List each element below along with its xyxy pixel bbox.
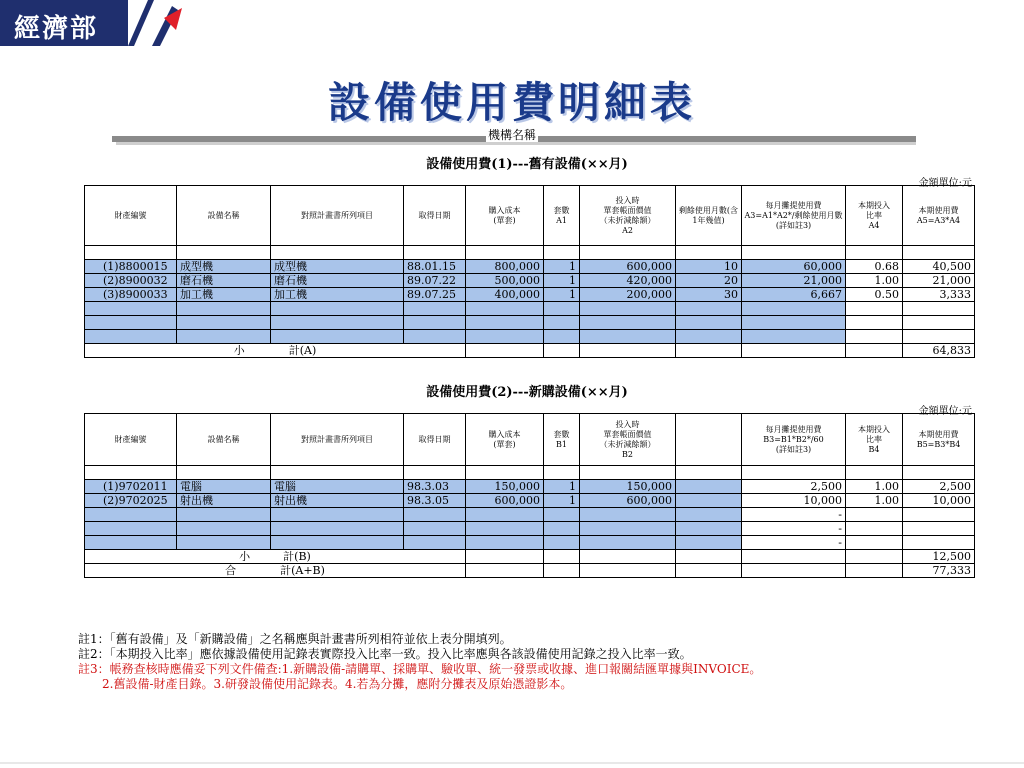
- table-cell: [580, 508, 676, 522]
- table-cell: [676, 316, 742, 330]
- total-label: 合 計(A+B): [85, 564, 466, 578]
- table-cell: 加工機: [177, 288, 271, 302]
- table-cell: [271, 316, 404, 330]
- col-header: 本期投入 比率 B4: [846, 414, 903, 466]
- table-cell: 0.50: [846, 288, 903, 302]
- col-header: 設備名稱: [177, 186, 271, 246]
- col-header: 每月攤提使用費 A3=A1*A2*/剩餘使用月數 (詳如註3): [742, 186, 846, 246]
- table-cell: [846, 316, 903, 330]
- table-cell: [676, 494, 742, 508]
- table-cell: [85, 508, 177, 522]
- table-cell: [846, 536, 903, 550]
- table-cell: [903, 316, 975, 330]
- table-cell: 成型機: [177, 260, 271, 274]
- table-cell: 1: [544, 480, 580, 494]
- table-cell: [271, 522, 404, 536]
- table-cell: 6,667: [742, 288, 846, 302]
- col-header: 套數 A1: [544, 186, 580, 246]
- table-cell: [271, 302, 404, 316]
- col-header: 本期投入 比率 A4: [846, 186, 903, 246]
- table-cell: 10: [676, 260, 742, 274]
- table-cell: (1)8800015: [85, 260, 177, 274]
- table-cell: 800,000: [466, 260, 544, 274]
- subtotal-value: 12,500: [903, 550, 975, 564]
- new-section-title: 設備使用費(2)---新購設備(××月): [426, 385, 628, 400]
- table-cell: [580, 330, 676, 344]
- table-header-row: [85, 186, 975, 246]
- table-cell: 1: [544, 260, 580, 274]
- table-cell: [177, 508, 271, 522]
- table-row: [85, 288, 975, 302]
- table-cell: [580, 302, 676, 316]
- table-row: [85, 494, 975, 508]
- table-cell: [466, 330, 544, 344]
- table-cell: [85, 330, 177, 344]
- table-cell: 30: [676, 288, 742, 302]
- table-cell: [676, 508, 742, 522]
- table-cell: 420,000: [580, 274, 676, 288]
- table-cell: [544, 316, 580, 330]
- table-cell: 0.68: [846, 260, 903, 274]
- col-header: 對照計畫書所列項目: [271, 414, 404, 466]
- new-unit-label: 金額單位:元: [918, 406, 972, 417]
- table-cell: [404, 302, 466, 316]
- table-cell: 加工機: [271, 288, 404, 302]
- table-row: [85, 536, 975, 550]
- table-cell: -: [742, 536, 846, 550]
- table-cell: [466, 508, 544, 522]
- table-cell: 60,000: [742, 260, 846, 274]
- col-header: 對照計畫書所列項目: [271, 186, 404, 246]
- spacer-row: [85, 466, 975, 480]
- notes: [78, 632, 761, 692]
- table-cell: 600,000: [580, 494, 676, 508]
- table-cell: [271, 330, 404, 344]
- table-cell: [85, 536, 177, 550]
- table-cell: [676, 330, 742, 344]
- table-cell: [544, 330, 580, 344]
- table-cell: [404, 536, 466, 550]
- table-row: [85, 330, 975, 344]
- col-header: 剩餘使用月數(含1年幾值): [676, 186, 742, 246]
- ministry-logo: [0, 0, 128, 46]
- table-row: [85, 302, 975, 316]
- table-row: [85, 316, 975, 330]
- org-label: 機構名稱: [487, 128, 536, 142]
- table-cell: [177, 522, 271, 536]
- table-cell: [846, 522, 903, 536]
- table-cell: 200,000: [580, 288, 676, 302]
- table-row: [85, 260, 975, 274]
- table-cell: [466, 302, 544, 316]
- table-cell: 電腦: [177, 480, 271, 494]
- table-cell: 600,000: [580, 260, 676, 274]
- table-cell: [404, 508, 466, 522]
- table-cell: [544, 522, 580, 536]
- table-cell: [85, 302, 177, 316]
- table-cell: [466, 316, 544, 330]
- table-cell: 1.00: [846, 274, 903, 288]
- table-cell: [846, 508, 903, 522]
- note-2: 註2：「本期投入比率」應依據設備使用記錄表實際投入比率一致。投入比率應與各該設備使用記錄之投入比率一致。: [78, 647, 692, 661]
- table-cell: [903, 508, 975, 522]
- table-cell: 1.00: [846, 480, 903, 494]
- table-cell: [846, 302, 903, 316]
- col-header: 投入時 單套帳面價值 （未折減餘額） B2: [580, 414, 676, 466]
- table-cell: [676, 302, 742, 316]
- table-cell: 磨石機: [271, 274, 404, 288]
- existing-section-title: 設備使用費(1)---舊有設備(××月): [426, 157, 628, 172]
- table-cell: [580, 316, 676, 330]
- table-cell: 10,000: [742, 494, 846, 508]
- table-cell: [544, 536, 580, 550]
- top-bar: [0, 0, 1024, 46]
- new-equipment-table: [84, 413, 975, 578]
- table-cell: [177, 536, 271, 550]
- subtotal-row: [85, 344, 975, 358]
- table-row: [85, 508, 975, 522]
- existing-equipment-table: [84, 185, 975, 358]
- table-row: [85, 522, 975, 536]
- col-header: 購入成本 (單套): [466, 414, 544, 466]
- table-cell: [903, 536, 975, 550]
- footer-line: [0, 762, 1024, 764]
- table-row: [85, 480, 975, 494]
- table-cell: 150,000: [466, 480, 544, 494]
- table-cell: -: [742, 522, 846, 536]
- table-cell: [177, 302, 271, 316]
- table-cell: [404, 316, 466, 330]
- table-cell: [544, 508, 580, 522]
- col-header: 購入成本 (單套): [466, 186, 544, 246]
- table-cell: [580, 536, 676, 550]
- table-cell: (2)9702025: [85, 494, 177, 508]
- table-cell: 400,000: [466, 288, 544, 302]
- table-cell: 98.3.03: [404, 480, 466, 494]
- table-cell: [580, 522, 676, 536]
- table-cell: 21,000: [903, 274, 975, 288]
- page-title: 設備使用費明細表: [327, 78, 696, 127]
- table-cell: [177, 330, 271, 344]
- total-row: [85, 564, 975, 578]
- table-header-row: [85, 414, 975, 466]
- col-header: 本期使用費 B5=B3*B4: [903, 414, 975, 466]
- table-cell: [404, 330, 466, 344]
- table-cell: 2,500: [903, 480, 975, 494]
- table-cell: 89.07.22: [404, 274, 466, 288]
- table-cell: 1.00: [846, 494, 903, 508]
- table-cell: (3)8900033: [85, 288, 177, 302]
- table-cell: [404, 522, 466, 536]
- col-header: 取得日期: [404, 414, 466, 466]
- table-cell: -: [742, 508, 846, 522]
- table-cell: 1: [544, 288, 580, 302]
- col-header: 套數 B1: [544, 414, 580, 466]
- note-1: 註1：「舊有設備」及「新購設備」之名稱應與計畫書所列相符並依上表分開填列。: [78, 632, 512, 646]
- table-cell: 500,000: [466, 274, 544, 288]
- table-cell: [903, 330, 975, 344]
- col-header: 每月攤提使用費 B3=B1*B2*/60 (詳如註3): [742, 414, 846, 466]
- table-cell: [271, 508, 404, 522]
- total-value: 77,333: [903, 564, 975, 578]
- subtotal-label: 小 計(B): [85, 550, 466, 564]
- table-cell: 150,000: [580, 480, 676, 494]
- table-cell: 89.07.25: [404, 288, 466, 302]
- table-cell: 射出機: [177, 494, 271, 508]
- table-cell: [85, 522, 177, 536]
- table-cell: 88.01.15: [404, 260, 466, 274]
- subtotal-label: 小 計(A): [85, 344, 466, 358]
- table-cell: [466, 522, 544, 536]
- table-cell: [177, 316, 271, 330]
- table-cell: [466, 536, 544, 550]
- table-cell: 2,500: [742, 480, 846, 494]
- col-header: 財產編號: [85, 414, 177, 466]
- col-header: 設備名稱: [177, 414, 271, 466]
- table-cell: 10,000: [903, 494, 975, 508]
- table-cell: [903, 522, 975, 536]
- col-header: 本期使用費 A5=A3*A4: [903, 186, 975, 246]
- table-cell: [676, 536, 742, 550]
- subtotal-row: [85, 550, 975, 564]
- existing-unit-label: 金額單位:元: [918, 178, 972, 189]
- table-cell: [742, 330, 846, 344]
- table-cell: 成型機: [271, 260, 404, 274]
- table-cell: [676, 522, 742, 536]
- spacer-row: [85, 246, 975, 260]
- table-cell: [742, 302, 846, 316]
- col-header: [676, 414, 742, 466]
- table-cell: (1)9702011: [85, 480, 177, 494]
- table-row: [85, 274, 975, 288]
- table-cell: [676, 480, 742, 494]
- note-3-continued: 2.舊設備-財產目錄。3.研發設備使用記錄表。4.若為分攤，應附分攤表及原始憑證影本。: [78, 677, 573, 691]
- table-cell: 電腦: [271, 480, 404, 494]
- table-cell: (2)8900032: [85, 274, 177, 288]
- col-header: 投入時 單套帳面價值 （未折減餘額） A2: [580, 186, 676, 246]
- ministry-emblem-icon: [126, 0, 186, 46]
- table-cell: 1: [544, 274, 580, 288]
- table-cell: 21,000: [742, 274, 846, 288]
- table-cell: 1: [544, 494, 580, 508]
- subtotal-value: 64,833: [903, 344, 975, 358]
- table-cell: 40,500: [903, 260, 975, 274]
- table-cell: [903, 302, 975, 316]
- table-cell: [85, 316, 177, 330]
- table-cell: 20: [676, 274, 742, 288]
- table-cell: 磨石機: [177, 274, 271, 288]
- table-cell: [742, 316, 846, 330]
- table-cell: [544, 302, 580, 316]
- col-header: 取得日期: [404, 186, 466, 246]
- note-3: 註3：帳務查核時應備妥下列文件備查:1.新購設備-請購單、採購單、驗收單、統一發票或收據、進口報關結匯單據與INVOICE。: [78, 662, 762, 676]
- table-cell: [271, 536, 404, 550]
- col-header: 財產編號: [85, 186, 177, 246]
- table-cell: 射出機: [271, 494, 404, 508]
- table-cell: 3,333: [903, 288, 975, 302]
- table-cell: 600,000: [466, 494, 544, 508]
- table-cell: 98.3.05: [404, 494, 466, 508]
- table-cell: [846, 330, 903, 344]
- ministry-name: 經濟部: [14, 14, 99, 44]
